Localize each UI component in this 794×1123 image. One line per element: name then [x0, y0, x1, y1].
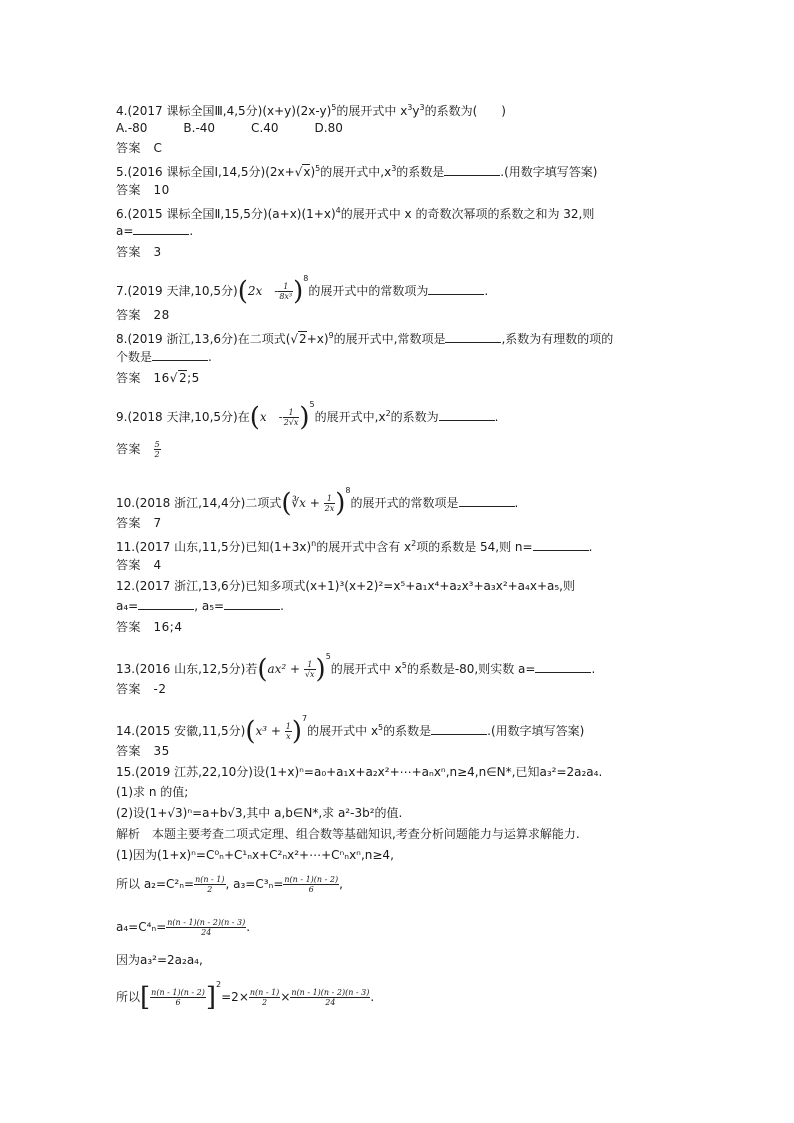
- q8-rad: 2: [299, 332, 307, 346]
- q5-pre: 5.(2016 课标全国Ⅰ,14,5分)(2x+: [116, 165, 295, 179]
- q14-pre: 14.(2015 安徽,11,5分): [116, 724, 246, 738]
- q13-den: √x: [304, 670, 315, 679]
- q8-ans-post: ;5: [187, 371, 200, 385]
- q15-s3-pre: a₄=C⁴ₙ=: [116, 920, 167, 934]
- q7-frac: [278, 282, 293, 301]
- q7-num: 1: [278, 282, 293, 292]
- q15-s5-num: n(n - 1)(n - 2): [151, 988, 205, 997]
- q11-blank[interactable]: [533, 540, 589, 551]
- q8-exp: 9: [328, 331, 334, 340]
- q15-s5-den: 6: [175, 998, 181, 1007]
- q6-text: 6.(2015 课标全国Ⅱ,15,5分)(a+x)(1+x): [116, 207, 336, 221]
- q13-expr: ax² +: [267, 662, 301, 676]
- q15-step2: [116, 875, 343, 894]
- q9-stem: 9.(2018 天津,10,5分)在(x - $\frac{1}{2√x}$ )$^5$的展开式中$,x^2$的系数为 .: [116, 400, 499, 433]
- q15-step1: (1)因为(1+x)ⁿ=C⁰ₙ+C¹ₙx+C²ₙx²+⋯+Cⁿₙxⁿ,n≥4,: [116, 848, 394, 862]
- q13-tail: 的展开式中 x: [330, 662, 402, 676]
- q7-stem: 7.(2019 天津,10,5分)(2x - $\frac{1}{\text{8x³}}$ )$^8$的展开式中的常数项为 .: [116, 274, 489, 307]
- q13-exp: 5: [325, 652, 331, 661]
- q7-rparen: ): [293, 276, 304, 307]
- q7-blank[interactable]: [428, 284, 484, 295]
- q15-s2-den1: 2: [207, 885, 213, 894]
- q9-exp: 5: [309, 400, 315, 409]
- q14-rparen: ): [291, 716, 303, 747]
- q15-part2: (2)设(1+√3)ⁿ=a+b√3,其中 a,b∈N*,求 a²-3b²的值.: [116, 806, 403, 820]
- q15-s5-rbracket: ]: [205, 982, 217, 1013]
- q14-frac: [285, 722, 292, 741]
- q15-s5-sq: 2: [216, 980, 222, 989]
- q4-mid: y: [412, 104, 420, 118]
- q15-s5-den2: 2: [262, 998, 268, 1007]
- q10-frac: [324, 494, 336, 513]
- q15-s2-pre: 所以 a₂=C²ₙ=: [116, 877, 195, 891]
- q13-answer: 答案 -2: [116, 682, 167, 696]
- q10-plus: +: [309, 496, 320, 510]
- q15-s2-frac1: [194, 875, 225, 894]
- q9-num: 1: [283, 408, 300, 418]
- q4-exp: 5: [331, 103, 337, 112]
- q4-stem: [116, 101, 506, 118]
- q4-options: A.-80 B.-40 C.40 D.80: [116, 121, 343, 135]
- q11-answer: 答案 4: [116, 558, 162, 572]
- q5-rad: x: [303, 165, 311, 179]
- q5-tail: 的展开式中,x: [320, 165, 392, 179]
- q15-s3-num: n(n - 1)(n - 2)(n - 3): [167, 918, 246, 927]
- q15-s3-frac: [166, 918, 246, 937]
- q7-exp: 8: [303, 274, 309, 283]
- q11-tail: 的展开式中含有 x: [316, 540, 412, 554]
- q15-s2-num2: n(n - 1)(n - 2): [284, 875, 339, 884]
- q15-s3-den: 24: [201, 928, 212, 937]
- q5-tail3: .(用数字填写答案): [500, 165, 598, 179]
- q14-num: 1: [285, 722, 291, 731]
- q6-blank[interactable]: [133, 224, 189, 235]
- q10-rad: ∛x: [291, 496, 306, 510]
- q7-expr: 2x -: [247, 284, 279, 298]
- q6-answer: 答案 3: [116, 245, 162, 259]
- q7-pre: 7.(2019 天津,10,5分): [116, 284, 238, 298]
- q14-stem: [116, 712, 584, 745]
- q5-e: 3: [391, 164, 397, 173]
- q9-tail: 的展开式中,x: [314, 410, 386, 424]
- q13-lparen: (: [257, 654, 268, 685]
- q10-blank[interactable]: [459, 496, 515, 507]
- q13-num: 1: [304, 660, 316, 670]
- q7-tail: 的展开式中的常数项为: [308, 284, 429, 298]
- q5-blank[interactable]: [444, 165, 500, 176]
- q6-line2: a= .: [116, 224, 194, 238]
- q14-den: x: [286, 732, 291, 741]
- q8-line2: 个数是 .: [116, 350, 212, 364]
- q14-expr: x³ +: [255, 724, 281, 738]
- q12-stem: 12.(2017 浙江,13,6分)已知多项式(x+1)³(x+2)²=x⁵+a₁x⁴+a₂x³+a₃x²+a₄x+a₅,则: [116, 579, 575, 593]
- q9-ans-pre: 答案: [116, 442, 142, 456]
- q13-tail2: 的系数是-80,则实数 a=: [406, 662, 536, 676]
- q15-step3: [116, 918, 250, 937]
- q4-answer: 答案 C: [116, 141, 163, 155]
- q14-tail: 的展开式中 x: [307, 724, 379, 738]
- q14-tail2: 的系数是: [383, 724, 432, 738]
- q10-lparen: (: [281, 488, 292, 519]
- q15-s5-times: ×: [280, 990, 291, 1004]
- q13-rparen: ): [315, 654, 326, 685]
- q15-analysis: 解析 本题主要考查二项式定理、组合数等基础知识,考查分析问题能力与运算求解能力.: [116, 827, 580, 841]
- q14-e: 5: [378, 723, 384, 732]
- q15-step4: 因为a₃²=2a₂a₄,: [116, 953, 203, 967]
- q15-s5-end: .: [370, 990, 375, 1004]
- q8-answer: 答案 16√2;5: [116, 371, 200, 385]
- q5-stem: 5.(2016 课标全国Ⅰ,14,5分)$(2x+√x)^5$的展开式中$,x^3$的系数是 .(用数字填写答案): [116, 164, 598, 179]
- q9-pre: 9.(2018 天津,10,5分)在: [116, 410, 250, 424]
- q15-s5-num2: n(n - 1): [249, 988, 280, 997]
- q14-exp: 7: [302, 714, 308, 723]
- q5-exp: 5: [315, 164, 321, 173]
- q7-answer: 答案 28: [116, 308, 170, 322]
- q8-tail: 的展开式中,常数项是: [333, 332, 446, 346]
- q11-tail2: 项的系数是 54,则 n=: [416, 540, 533, 554]
- q15-s5-den3: 24: [325, 998, 336, 1007]
- q7-lparen: (: [237, 276, 248, 307]
- q13-e: 5: [401, 661, 407, 670]
- q9-answer: [116, 440, 161, 459]
- q8-pre: 8.(2019 浙江,13,6分)在二项式(: [116, 332, 291, 346]
- q9-e: 2: [385, 409, 391, 418]
- q9-ans-frac: [154, 440, 162, 459]
- q12-a5: , a₅=: [194, 599, 225, 613]
- q10-rparen: ): [335, 488, 346, 519]
- q8-tail2: ,系数为有理数的项的: [501, 332, 614, 346]
- q9-ans-den: 2: [154, 450, 161, 459]
- q10-answer: 答案 7: [116, 516, 162, 530]
- q5-tail2: 的系数是: [396, 165, 445, 179]
- q5-post: ): [310, 165, 316, 179]
- q14-answer: 答案 35: [116, 744, 170, 758]
- q6-a: a=: [116, 224, 134, 238]
- q10-stem: 10.(2018 浙江,14,4分)二项式(∛x + $\frac{1}{2x}$ )$^8$的展开式的常数项是 .: [116, 486, 519, 519]
- q4-text: 4.(2017 课标全国Ⅲ,4,5分)(x+y)(2x-y): [116, 104, 332, 118]
- q4-e2: 3: [419, 103, 425, 112]
- q9-rparen: ): [299, 402, 310, 433]
- q12-blank2[interactable]: [224, 599, 280, 610]
- q14-tail3: .(用数字填写答案): [487, 724, 585, 738]
- q10-num: 1: [324, 494, 336, 504]
- q4-e1: 3: [407, 103, 413, 112]
- q8-blank2[interactable]: [152, 350, 208, 361]
- q7-den: 8x³: [279, 292, 293, 301]
- q12-a4: a₄=: [116, 599, 139, 613]
- q8-stem: 8.(2019 浙江,13,6分)在二项式$(√2+x)^9$的展开式中,常数项是 ,系数为有理数的项的: [116, 331, 614, 346]
- q12-line2: a₄= , a₅= .: [116, 599, 284, 613]
- q15-s2-den2: 6: [308, 885, 314, 894]
- q11-stem: 11.(2017 山东,11,5分)已知$(1+3x)^n$的展开式中含有 $x^2$项的系数是 54,则 n= .: [116, 539, 593, 554]
- q14-lparen: (: [245, 716, 256, 747]
- q9-ans-num: 5: [154, 440, 161, 449]
- q5-answer: 答案 10: [116, 183, 170, 197]
- q15-s5-pre: 所以: [116, 990, 141, 1004]
- q13-frac: [304, 660, 316, 679]
- q15-step5: [116, 978, 374, 1011]
- q10-tail: 的展开式的常数项是: [350, 496, 459, 510]
- q6-stem: [116, 204, 594, 221]
- q9-frac: [283, 408, 300, 427]
- q11-e: 2: [411, 539, 417, 548]
- q13-stem: 13.(2016 山东,12,5分)若(ax² + $\frac{1}{√x}$ )$^5$的展开式中 $x^5$的系数是-80,则实数 a= .: [116, 652, 596, 685]
- q9-tail2: 的系数为: [390, 410, 439, 424]
- q8-mid: +x): [306, 332, 329, 346]
- q15-s5-mid: =2×: [221, 990, 249, 1004]
- q15-s5-frac1: [150, 988, 206, 1007]
- q14-blank[interactable]: [431, 724, 487, 735]
- q15-stem: 15.(2019 江苏,22,10分)设(1+x)ⁿ=a₀+a₁x+a₂x²+⋯+aₙxⁿ,n≥4,n∈N*,已知a₃²=2a₂a₄.: [116, 765, 603, 779]
- q15-part1: (1)求 n 的值;: [116, 785, 189, 799]
- q10-pre: 10.(2018 浙江,14,4分)二项式: [116, 496, 282, 510]
- q8-blank1[interactable]: [445, 332, 501, 343]
- q9-den: 2√x: [283, 418, 299, 427]
- q15-s2-mid: , a₃=C³ₙ=: [225, 877, 284, 891]
- q8-ans-rad: 2: [178, 371, 188, 385]
- q6-exp: 4: [335, 206, 341, 215]
- q15-s2-num1: n(n - 1): [195, 875, 225, 884]
- q15-s5-num3: n(n - 1)(n - 2)(n - 3): [291, 988, 370, 997]
- q10-den: 2x: [324, 504, 335, 513]
- q11-exp: n: [311, 539, 317, 548]
- q8-ans-pre: 答案 16: [116, 371, 170, 385]
- q11-text: 11.(2017 山东,11,5分)已知(1+3x): [116, 540, 312, 554]
- q15-s2-end: ,: [339, 877, 343, 891]
- q10-exp: 8: [345, 486, 351, 495]
- q15-s5-lbracket: [: [140, 982, 151, 1013]
- q15-s2-frac2: [283, 875, 339, 894]
- q13-blank[interactable]: [535, 662, 591, 673]
- q13-pre: 13.(2016 山东,12,5分)若: [116, 662, 258, 676]
- q12-blank1[interactable]: [138, 599, 194, 610]
- q15-s3-end: .: [246, 920, 251, 934]
- q4-tail2: 的系数为( ): [424, 104, 506, 118]
- q4-tail: 的展开式中 x: [336, 104, 408, 118]
- q9-blank[interactable]: [439, 410, 495, 421]
- q15-s5-frac3: [290, 988, 370, 1007]
- q9-expr: x -: [259, 410, 283, 424]
- q8-count: 个数是: [116, 350, 153, 364]
- q12-answer: 答案 16;4: [116, 620, 183, 634]
- q9-lparen: (: [249, 402, 260, 433]
- q15-s5-frac2: [249, 988, 280, 1007]
- q6-tail: 的展开式中 x 的奇数次幂项的系数之和为 32,则: [340, 207, 595, 221]
